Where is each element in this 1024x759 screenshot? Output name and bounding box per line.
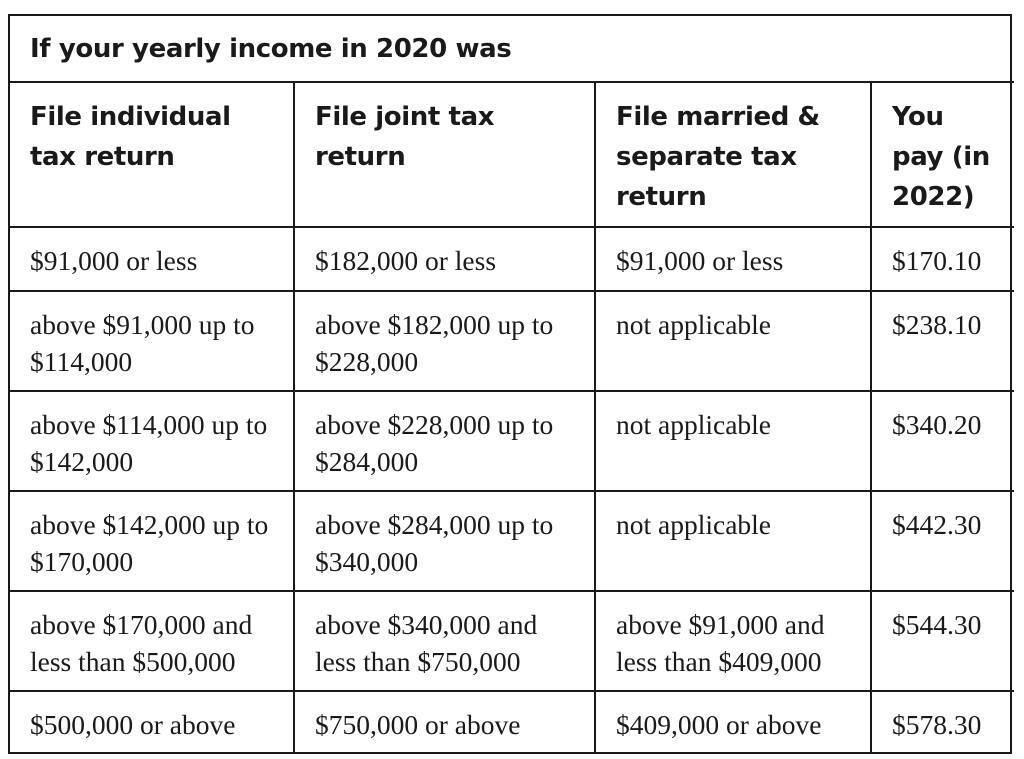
cell-joint: above $182,000 up to $228,000: [294, 291, 595, 391]
header-joint: File joint tax return: [294, 82, 595, 227]
cell-you-pay: $340.20: [871, 391, 1014, 491]
header-you-pay: You pay (in 2022): [871, 82, 1014, 227]
cell-joint: $750,000 or above: [294, 691, 595, 753]
cell-married-separate: not applicable: [595, 491, 871, 591]
cell-joint: above $228,000 up to $284,000: [294, 391, 595, 491]
cell-individual: $91,000 or less: [10, 227, 294, 291]
cell-individual: $500,000 or above: [10, 691, 294, 753]
cell-you-pay: $170.10: [871, 227, 1014, 291]
cell-individual: above $142,000 up to $170,000: [10, 491, 294, 591]
cell-you-pay: $544.30: [871, 591, 1014, 691]
cell-you-pay: $238.10: [871, 291, 1014, 391]
table-row: [10, 691, 1014, 753]
table-row: [10, 291, 1014, 391]
cell-joint: above $340,000 and less than $750,000: [294, 591, 595, 691]
header-row: [10, 82, 1014, 227]
header-individual: File individual tax return: [10, 82, 294, 227]
table-title: If your yearly income in 2020 was: [10, 16, 1014, 82]
cell-married-separate: $409,000 or above: [595, 691, 871, 753]
cell-individual: above $170,000 and less than $500,000: [10, 591, 294, 691]
cell-married-separate: not applicable: [595, 391, 871, 491]
table-row: [10, 491, 1014, 591]
cell-you-pay: $442.30: [871, 491, 1014, 591]
cell-you-pay: $578.30: [871, 691, 1014, 753]
table-row: [10, 227, 1014, 291]
cell-married-separate: not applicable: [595, 291, 871, 391]
cell-married-separate: above $91,000 and less than $409,000: [595, 591, 871, 691]
title-row: [10, 16, 1014, 82]
cell-individual: above $91,000 up to $114,000: [10, 291, 294, 391]
cell-joint: $182,000 or less: [294, 227, 595, 291]
header-married-separate: File married & separate tax return: [595, 82, 871, 227]
cell-individual: above $114,000 up to $142,000: [10, 391, 294, 491]
table-row: [10, 391, 1014, 491]
cell-married-separate: $91,000 or less: [595, 227, 871, 291]
cell-joint: above $284,000 up to $340,000: [294, 491, 595, 591]
premium-table-frame: [8, 14, 1012, 754]
table-row: [10, 591, 1014, 691]
premium-table: [10, 16, 1014, 753]
